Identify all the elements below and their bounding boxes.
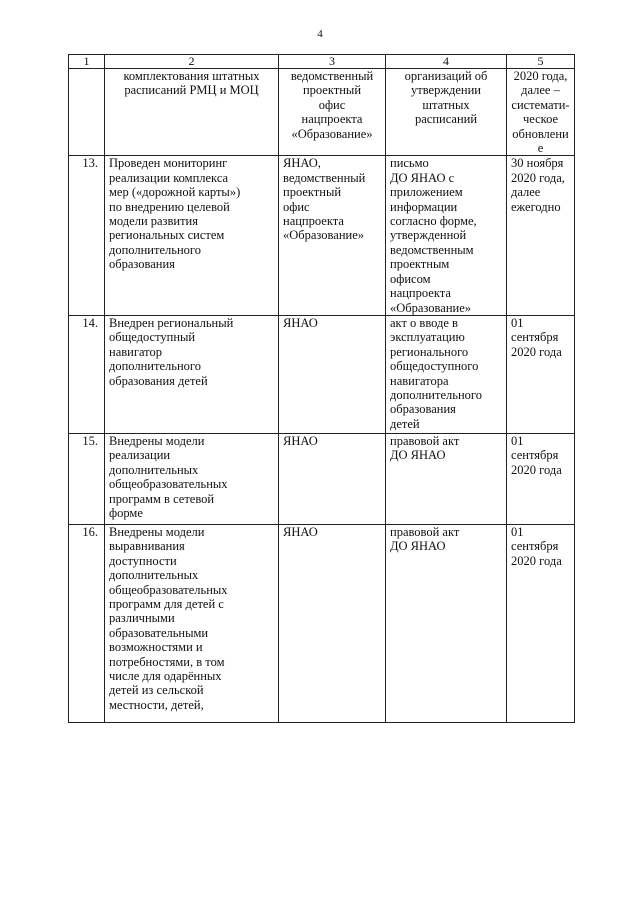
row-number: 15. xyxy=(69,433,105,524)
row-responsible: ЯНАО, ведомственный проектный офис нацпроекта «Образование» xyxy=(279,156,386,315)
header-col-2: 2 xyxy=(105,55,279,69)
table-row xyxy=(69,156,575,315)
row-deadline: 30 ноября 2020 года, далее ежегодно xyxy=(507,156,575,315)
row-number xyxy=(69,69,105,156)
row-responsible: ЯНАО xyxy=(279,315,386,433)
plan-table xyxy=(68,54,575,723)
table-row xyxy=(69,315,575,433)
page-number: 4 xyxy=(317,28,323,40)
row-number: 13. xyxy=(69,156,105,315)
table-row xyxy=(69,524,575,722)
row-result: правовой акт ДО ЯНАО xyxy=(386,433,507,524)
row-result: письмо ДО ЯНАО с приложением информации согласно форме, утвержденной ведомственным проектным офисом нацпроекта «Образование» xyxy=(386,156,507,315)
row-deadline: 01 сентября 2020 года xyxy=(507,433,575,524)
row-deadline: 01 сентября 2020 года xyxy=(507,524,575,722)
row-number: 16. xyxy=(69,524,105,722)
row-description: Внедрены модели выравнивания доступности дополнительных общеобразовательных программ для детей с различными образовательными возможностями и потребностями, в том числе для одарённых детей из сельской местности, детей, xyxy=(105,524,279,722)
row-result: акт о вводе в эксплуатацию регионального общедоступного навигатора дополнительного образования детей xyxy=(386,315,507,433)
header-col-1: 1 xyxy=(69,55,105,69)
row-responsible: ЯНАО xyxy=(279,524,386,722)
header-col-3: 3 xyxy=(279,55,386,69)
table-header-row xyxy=(69,55,575,69)
table-row xyxy=(69,69,575,156)
header-col-5: 5 xyxy=(507,55,575,69)
row-deadline: 01 сентября 2020 года xyxy=(507,315,575,433)
row-result: организаций об утверждении штатных расписаний xyxy=(386,69,507,156)
row-result: правовой акт ДО ЯНАО xyxy=(386,524,507,722)
row-description: Внедрен региональный общедоступный навигатор дополнительного образования детей xyxy=(105,315,279,433)
row-description: Проведен мониторинг реализации комплекса мер («дорожной карты») по внедрению целевой модели развития региональных систем дополнительного образования xyxy=(105,156,279,315)
row-description: Внедрены модели реализации дополнительных общеобразовательных программ в сетевой форме xyxy=(105,433,279,524)
row-description: комплектования штатных расписаний РМЦ и МОЦ xyxy=(105,69,279,156)
header-col-4: 4 xyxy=(386,55,507,69)
table-row xyxy=(69,433,575,524)
row-deadline: 2020 года, далее – системати- ческое обновление xyxy=(507,69,575,156)
row-number: 14. xyxy=(69,315,105,433)
row-responsible: ведомственный проектный офис нацпроекта «Образование» xyxy=(279,69,386,156)
row-responsible: ЯНАО xyxy=(279,433,386,524)
